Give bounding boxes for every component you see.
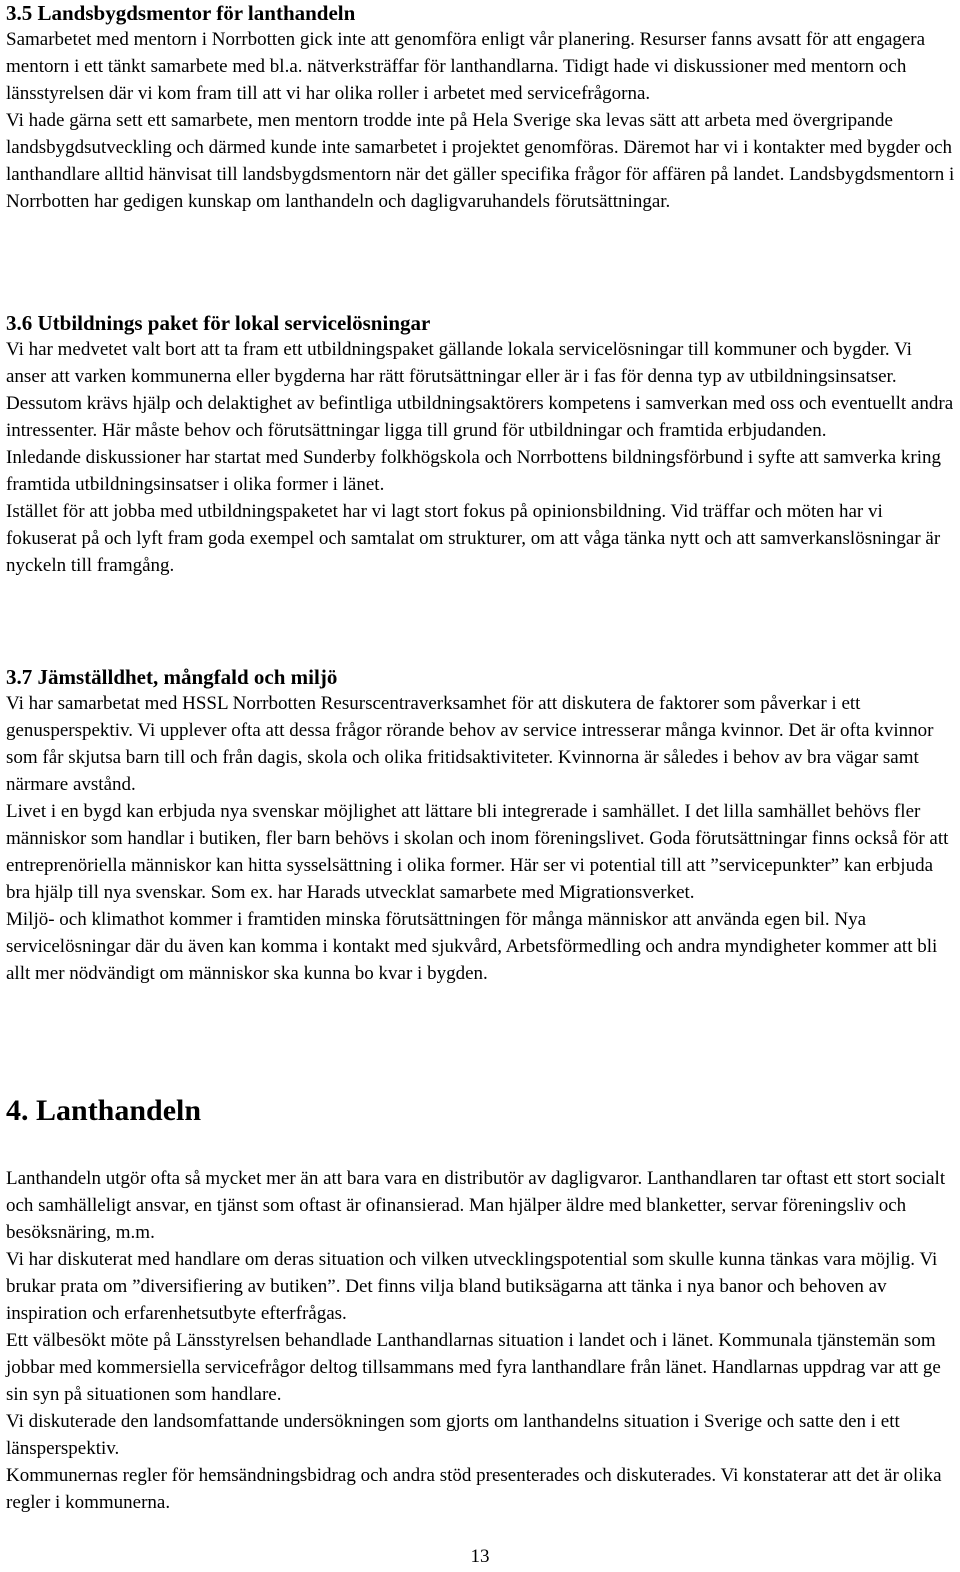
section-3-7	[6, 664, 956, 987]
paragraph: Kommunernas regler för hemsändningsbidrag och andra stöd presenterades och diskuterades. Vi konstaterar att det är olika regler i kommunerna.	[6, 1465, 942, 1513]
page-number: 13	[470, 1546, 490, 1567]
paragraph: Miljö- och klimathot kommer i framtiden minska förutsättningen för många människor att använda egen bil. Nya servicelösningar där du även kan komma i kontakt med sjukvård, Arbetsförmedling och andra myndigheter kommer att bli allt mer nödvändigt om människor ska kunna bo kvar i bygden.	[6, 909, 938, 984]
section-4	[6, 1093, 956, 1129]
section-heading: 3.7 Jämställdhet, mångfald och miljö	[6, 665, 338, 689]
paragraph: Inledande diskussioner har startat med Sunderby folkhögskola och Norrbottens bildningsförbund i syfte att samverka kring framtida utbildningsinsatser i olika former i länet.	[6, 447, 942, 495]
paragraph: Istället för att jobba med utbildningspaketet har vi lagt stort fokus på opinionsbildning. Vid träffar och möten har vi fokuserat på och lyft fram goda exempel och samtalat om strukturer, om att våga tänka nytt och att samverkanslösningar är nyckeln till framgång.	[6, 501, 941, 576]
paragraph: Lanthandeln utgör ofta så mycket mer än att bara vara en distributör av dagligvaror. Lanthandlaren tar oftast ett stort socialt och samhälleligt ansvar, en tjänst som oftast är ofinansierad. Man hjälper äldre med blanketter, servar föreningsliv och besöksnäring, m.m.	[6, 1168, 946, 1243]
section-3-6	[6, 310, 956, 579]
paragraph: Vi har samarbetat med HSSL Norrbotten Resurscentraverksamhet för att diskutera de faktorer som påverkar i ett genusperspektiv. Vi upplever ofta att dessa frågor rörande behov av service intresserar många kvinnor. Det är ofta kvinnor som får skjutsa barn till och från dagis, skola och olika fritidsaktiviteter. Kvinnorna är således i behov av bra vägar samt närmare avstånd.	[6, 693, 934, 795]
paragraph: Ett välbesökt möte på Länsstyrelsen behandlade Lanthandlarnas situation i landet och i länet. Kommunala tjänstemän som jobbar med kommersiella servicefrågor deltog tillsammans med fyra lanthandlare från länet. Handlarnas uppdrag var att ge sin syn på situationen som handlare.	[6, 1330, 941, 1405]
paragraph: Vi diskuterade den landsomfattande undersökningen som gjorts om lanthandelns situation i Sverige och satte den i ett länsperspektiv.	[6, 1411, 900, 1459]
paragraph: Vi har diskuterat med handlare om deras situation och vilken utvecklingspotential som skulle kunna tänkas vara möjlig. Vi brukar prata om ”diversifiering av butiken”. Det finns vilja bland butiksägarna att tänka i nya banor och behoven av inspiration och erfarenhetsutbyte efterfrågas.	[6, 1249, 938, 1324]
chapter-heading: 4. Lanthandeln	[6, 1094, 202, 1127]
paragraph: Vi hade gärna sett ett samarbete, men mentorn trodde inte på Hela Sverige ska levas sätt att arbeta med övergripande landsbygdsutveckling och därmed kunde inte samarbetet i projektet genomföras. Däremot har vi i kontakter med bygder och lanthandlare alltid hänvisat till landsbygdsmentorn när det gäller specifika frågor för affären på landet. Landsbygdsmentorn i Norrbotten har gedigen kunskap om lanthandeln och dagligvaruhandels förutsättningar.	[6, 110, 955, 212]
paragraph: Vi har medvetet valt bort att ta fram ett utbildningspaket gällande lokala servicelösningar till kommuner och bygder. Vi anser att varken kommunerna eller bygderna har rätt förutsättningar eller är i fas för denna typ av utbildningsinsatser. Dessutom krävs hjälp och delaktighet av befintliga utbildningsaktörers kompetens i samverkan med oss och eventuellt andra intressenter. Här måste behov och förutsättningar ligga till grund för utbildningar och framtida erbjudanden.	[6, 339, 954, 441]
paragraph: Livet i en bygd kan erbjuda nya svenskar möjlighet att lättare bli integrerade i samhället. I det lilla samhället behövs fler människor som handlar i butiken, fler barn behövs i skolan och inom föreningslivet. Goda förutsättningar finns också för att entreprenöriella människor kan hitta sysselsättning i olika former. Här ser vi potential till att ”servicepunkter” kan erbjuda bra hjälp till nya svenskar. Som ex. har Harads utvecklat samarbete med Migrationsverket.	[6, 801, 949, 903]
section-3-5	[6, 0, 956, 215]
section-4-body	[6, 1165, 956, 1516]
paragraph: Samarbetet med mentorn i Norrbotten gick inte att genomföra enligt vår planering. Resurser fanns avsatt för att engagera mentorn i ett tänkt samarbete med bl.a. nätverksträffar för lanthandlarna. Tidigt hade vi diskussioner med mentorn och länsstyrelsen där vi kom fram till att vi har olika roller i arbetet med servicefrågorna.	[6, 29, 926, 104]
section-heading: 3.5 Landsbygdsmentor för lanthandeln	[6, 1, 356, 25]
section-heading: 3.6 Utbildnings paket för lokal servicelösningar	[6, 311, 431, 335]
